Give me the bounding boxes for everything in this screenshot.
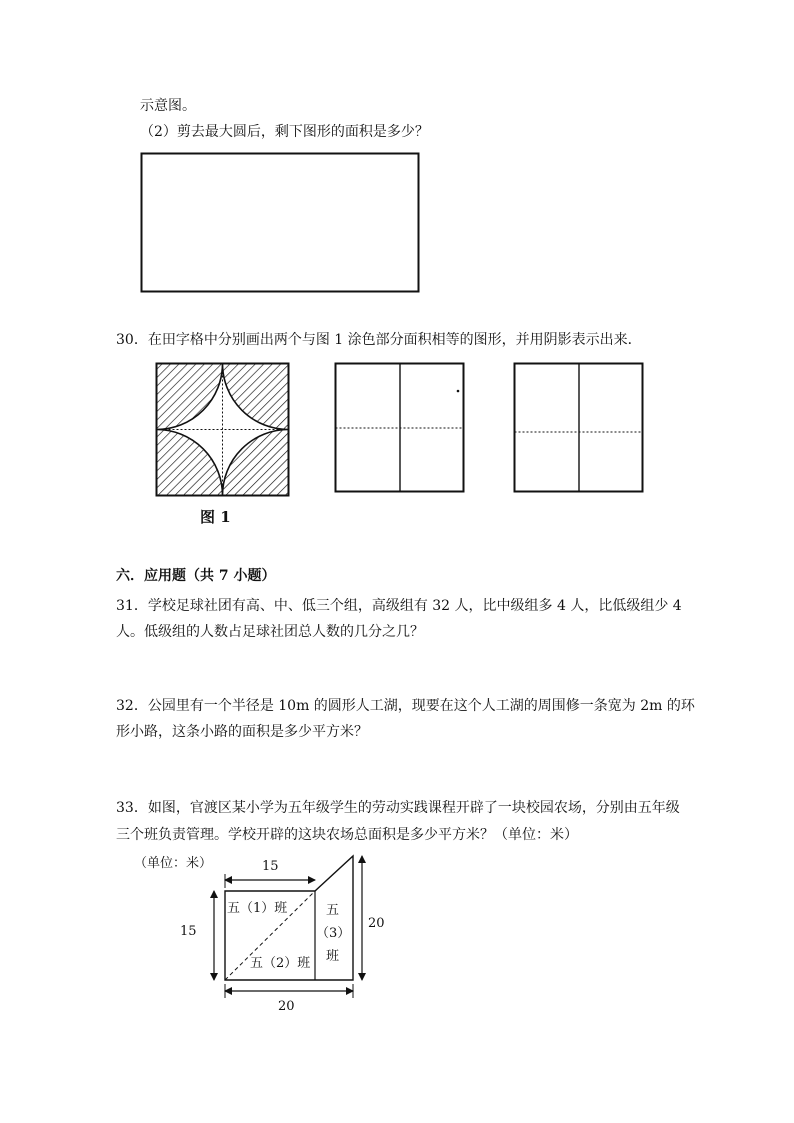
class-3-label-part-3: 班	[326, 949, 340, 964]
class-1-label: 五（1）班	[227, 901, 288, 916]
q31-line-1: 31．学校足球社团有高、中、低三个组，高级组有 32 人，比中级组多 4 人，比低级组少 4	[116, 598, 682, 614]
figure-1	[155, 362, 290, 497]
q31-line-2: 人。低级组的人数占足球社团总人数的几分之几？	[116, 624, 424, 640]
grid-box-1	[334, 362, 466, 494]
q33-line-2: 三个班负责管理。学校开辟的这块农场总面积是多少平方米？（单位：米）	[116, 827, 578, 843]
dim-left-label: 15	[180, 924, 197, 939]
q29-continuation-line: 示意图。	[140, 98, 196, 114]
class-3-label-part-1: 五	[326, 903, 340, 918]
q33-unit-note: （单位：米）	[134, 856, 213, 871]
grid-box-2	[513, 362, 645, 494]
section-6-title: 六．应用题（共 7 小题）	[116, 568, 276, 584]
dim-top-label: 15	[262, 859, 279, 874]
class-2-label: 五（2）班	[250, 956, 311, 971]
q33-line-1: 33．如图，官渡区某小学为五年级学生的劳动实践课程开辟了一块校园农场，分别由五年级	[116, 800, 680, 816]
q32-line-2: 形小路，这条小路的面积是多少平方米？	[116, 724, 368, 740]
q30-text: 30．在田字格中分别画出两个与图 1 涂色部分面积相等的图形，并用阴影表示出来．	[116, 332, 642, 348]
dim-right-label: 20	[368, 916, 385, 931]
figure-1-caption: 图 1	[200, 508, 231, 526]
answer-box	[140, 152, 422, 295]
class-3-label-part-2: （3）	[316, 926, 351, 941]
q29-sub-question-2: （2）剪去最大圆后，剩下图形的面积是多少？	[140, 124, 429, 140]
dim-bottom-label: 20	[278, 999, 295, 1014]
q32-line-1: 32．公园里有一个半径是 10m 的圆形人工湖，现要在这个人工湖的周围修一条宽为 2m 的环	[116, 698, 695, 714]
farm-diagram	[170, 850, 400, 1020]
